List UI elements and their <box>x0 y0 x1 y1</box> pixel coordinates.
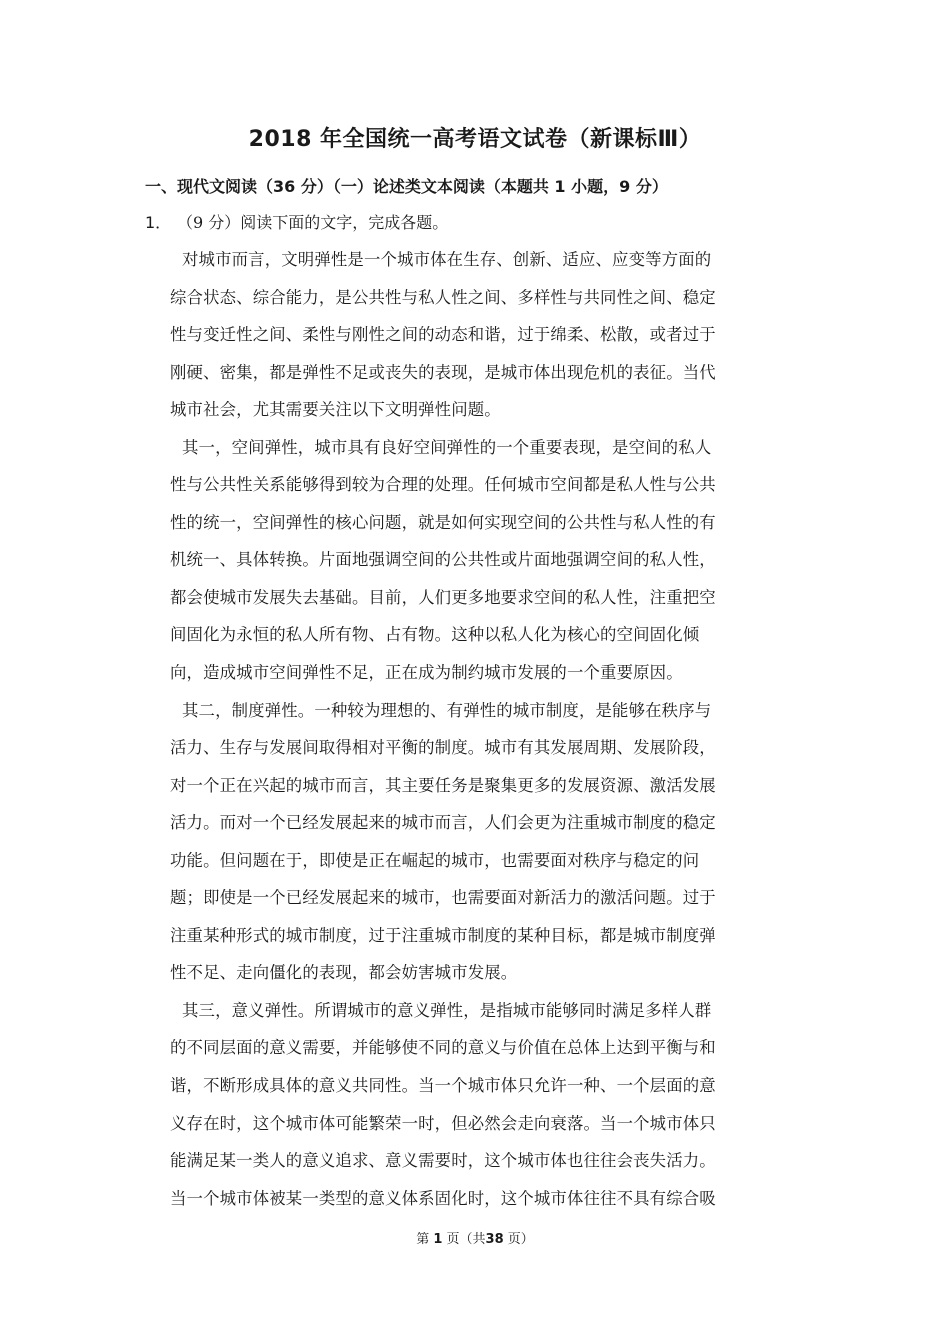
passage-line: 其三，意义弹性。所谓城市的意义弹性，是指城市能够同时满足多样人群 <box>182 1000 712 1020</box>
passage-line: 性的统一，空间弹性的核心问题，就是如何实现空间的公共性与私人性的有 <box>170 512 716 532</box>
passage-line: 对城市而言，文明弹性是一个城市体在生存、创新、适应、应变等方面的 <box>182 250 712 269</box>
total-page-count: 38 <box>485 1232 504 1247</box>
question-text: （9 分）阅读下面的文字，完成各题。 <box>177 213 449 232</box>
passage-line: 性与变迁性之间、柔性与刚性之间的动态和谐，过于绵柔、松散，或者过于 <box>170 325 716 345</box>
passage-line: 其一，空间弹性，城市具有良好空间弹性的一个重要表现，是空间的私人 <box>182 437 712 457</box>
footer-middle: 页（共 <box>446 1232 486 1247</box>
reading-passage <box>170 241 810 1217</box>
question-number: 1． <box>145 213 172 232</box>
passage-line: 性与公共性关系能够得到较为合理的处理。任何城市空间都是私人性与公共 <box>170 475 716 495</box>
passage-line: 活力、生存与发展间取得相对平衡的制度。城市有其发展周期、发展阶段， <box>170 738 716 758</box>
current-page-number: 1 <box>433 1232 443 1247</box>
passage-line: 向，造成城市空间弹性不足，正在成为制约城市发展的一个重要原因。 <box>170 663 683 683</box>
passage-line: 当一个城市体被某一类型的意义体系固化时，这个城市体往往不具有综合吸 <box>170 1188 716 1208</box>
passage-line: 注重某种形式的城市制度，过于注重城市制度的某种目标，都是城市制度弹 <box>170 925 716 945</box>
passage-line: 对一个正在兴起的城市而言，其主要任务是聚集更多的发展资源、激活发展 <box>170 775 716 795</box>
passage-line: 性不足、走向僵化的表现，都会妨害城市发展。 <box>170 963 518 983</box>
passage-line: 义存在时，这个城市体可能繁荣一时，但必然会走向衰落。当一个城市体只 <box>170 1113 716 1133</box>
passage-line: 活力。而对一个已经发展起来的城市而言，人们会更为注重城市制度的稳定 <box>170 813 716 833</box>
passage-line: 机统一、具体转换。片面地强调空间的公共性或片面地强调空间的私人性， <box>170 550 716 570</box>
footer-suffix: 页） <box>507 1232 534 1247</box>
passage-line: 题；即使是一个已经发展起来的城市，也需要面对新活力的激活问题。过于 <box>170 888 716 908</box>
passage-line: 的不同层面的意义需要，并能够使不同的意义与价值在总体上达到平衡与和 <box>170 1038 716 1058</box>
passage-line: 功能。但问题在于，即使是正在崛起的城市，也需要面对秩序与稳定的问 <box>170 850 700 870</box>
page-title: 2018 年全国统一高考语文试卷（新课标Ⅲ） <box>248 127 702 152</box>
passage-line: 综合状态、综合能力，是公共性与私人性之间、多样性与共同性之间、稳定 <box>170 287 716 307</box>
passage-line: 其二，制度弹性。一种较为理想的、有弹性的城市制度，是能够在秩序与 <box>182 700 712 720</box>
passage-line: 城市社会，尤其需要关注以下文明弹性问题。 <box>170 400 501 420</box>
passage-line: 都会使城市发展失去基础。目前，人们更多地要求空间的私人性，注重把空 <box>170 587 716 607</box>
passage-line: 谐，不断形成具体的意义共同性。当一个城市体只允许一种、一个层面的意 <box>170 1076 716 1096</box>
passage-line: 刚硬、密集，都是弹性不足或丧失的表现，是城市体出现危机的表征。当代 <box>170 362 716 382</box>
question-prompt <box>145 210 448 233</box>
page-footer <box>0 1228 950 1247</box>
footer-prefix: 第 <box>416 1232 430 1247</box>
passage-line: 能满足某一类人的意义追求、意义需要时，这个城市体也往往会丧失活力。 <box>170 1151 716 1171</box>
section-heading: 一、现代文阅读（36 分）（一）论述类文本阅读（本题共 1 小题，9 分） <box>145 177 668 196</box>
passage-line: 间固化为永恒的私人所有物、占有物。这种以私人化为核心的空间固化倾 <box>170 625 700 645</box>
